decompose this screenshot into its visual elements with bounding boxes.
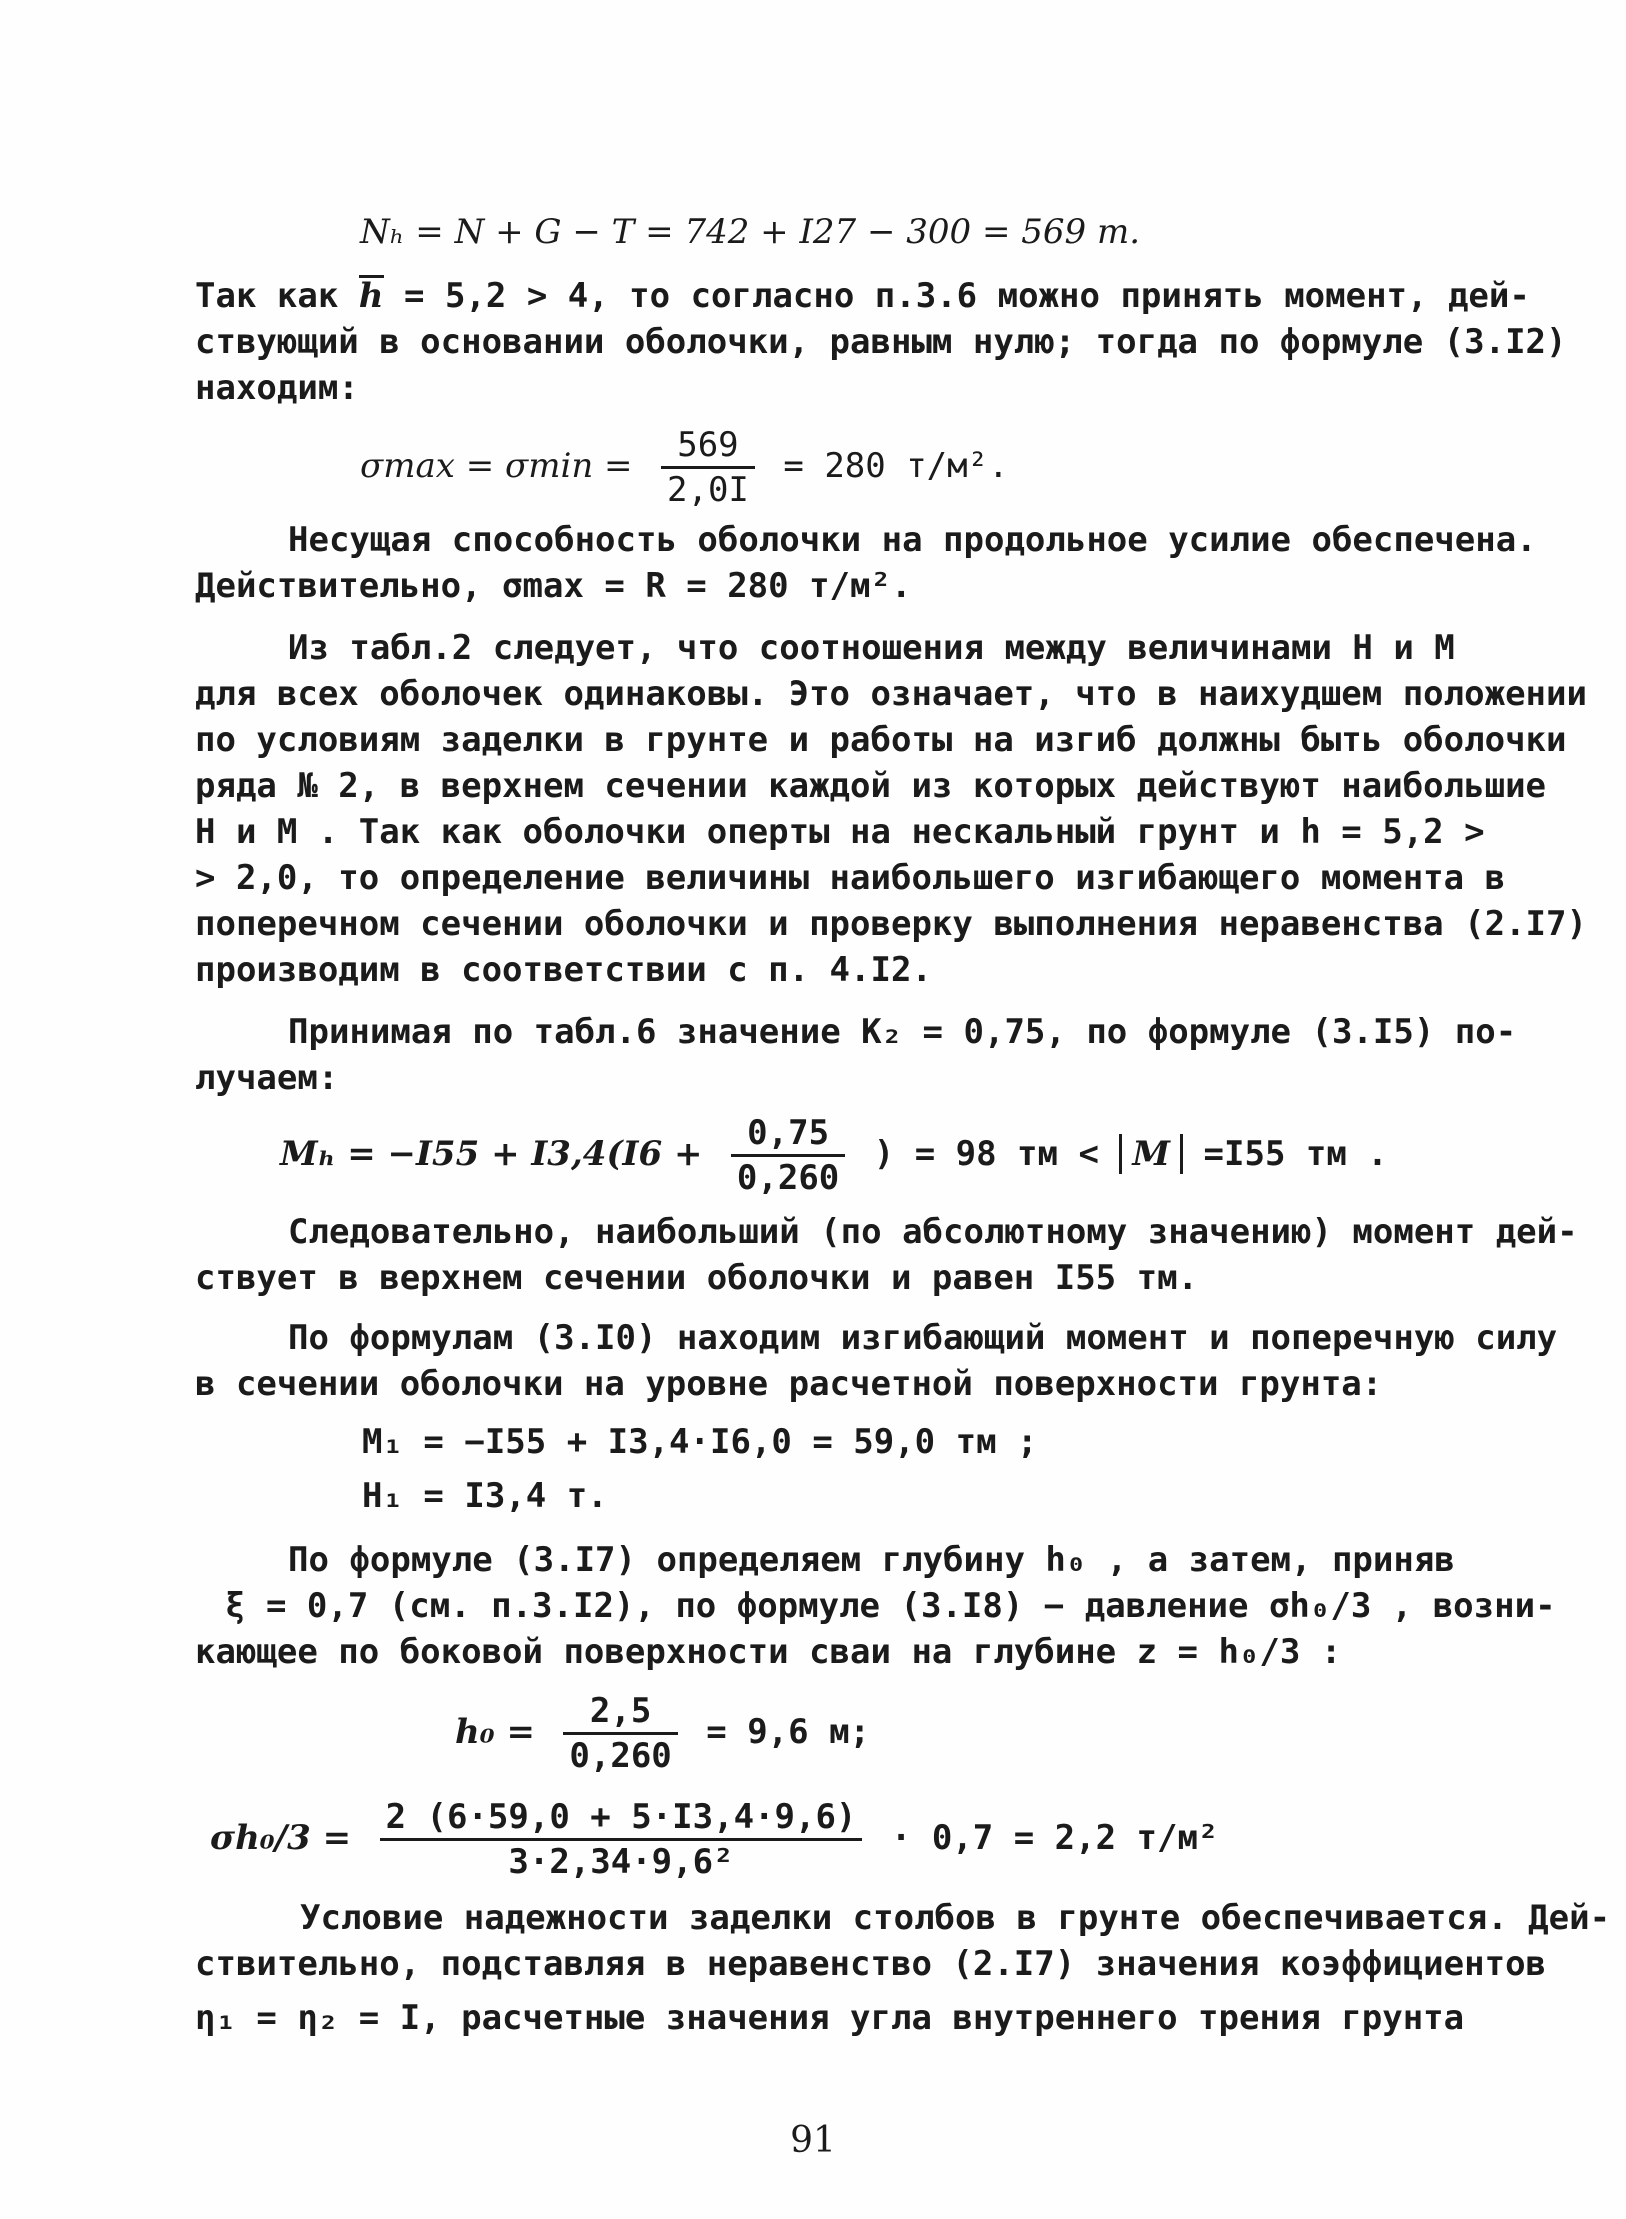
paragraph-3-line-2: для всех оболочек одинаковы. Это означает, что в наихудшем положении bbox=[195, 674, 1587, 714]
fraction-mh: $\frac{0,75}{0,260}$ bbox=[731, 1112, 845, 1199]
h-bar-symbol: h bbox=[358, 276, 384, 316]
paragraph-8-line-1: Условие надежности заделки столбов в грунте обеспечивается. Дей- bbox=[300, 1898, 1611, 1938]
paragraph-1-line-1: Так как h = 5,2 > 4, то согласно п.3.6 можно принять момент, дей- bbox=[195, 276, 1530, 316]
paragraph-1-line-3: находим: bbox=[195, 368, 359, 408]
equation-m1: M₁ = −I55 + I3,4·I6,0 = 59,0 тм ; bbox=[362, 1422, 1038, 1462]
paragraph-3-line-5: H и M . Так как оболочки оперты на нескальный грунт и h = 5,2 > bbox=[195, 812, 1485, 852]
paragraph-3-line-3: по условиям заделки в грунте и работы на изгиб должны быть оболочки bbox=[195, 720, 1567, 760]
equation-h0: h₀ = $\frac{2,5}{0,260}$ = 9,6 м; bbox=[455, 1691, 871, 1776]
paragraph-7-line-2: ξ = 0,7 (см. п.3.I2), по формуле (3.I8) − давление σh₀/3 , возни- bbox=[225, 1586, 1556, 1626]
paragraph-6-line-2: в сечении оболочки на уровне расчетной поверхности грунта: bbox=[195, 1364, 1383, 1404]
paragraph-3-line-4: ряда № 2, в верхнем сечении каждой из которых действуют наибольшие bbox=[195, 766, 1547, 806]
paragraph-3-line-7: поперечном сечении оболочки и проверку выполнения неравенства (2.I7) bbox=[195, 904, 1587, 944]
page-number: 91 bbox=[790, 2120, 836, 2161]
paragraph-6-line-1: По формулам (3.I0) находим изгибающий момент и поперечную силу bbox=[288, 1318, 1558, 1358]
paragraph-5-line-1: Следовательно, наибольший (по абсолютному значению) момент дей- bbox=[288, 1212, 1578, 1252]
paragraph-5-line-2: ствует в верхнем сечении оболочки и равен I55 тм. bbox=[195, 1258, 1199, 1298]
equation-mh: Mₕ = −I55 + I3,4(I6 + $\frac{0,75}{0,260}$ ) = 98 тм < M =I55 тм . bbox=[280, 1113, 1388, 1198]
paragraph-7-line-3: кающее по боковой поверхности сваи на глубине z = h₀/3 : bbox=[195, 1632, 1342, 1672]
fraction-sigma-h0: $\frac{2 (6\cdot 59,0 + 5\cdot I3,4\cdot 9,6)}{\text{3·2,34·9,6²}}$ bbox=[380, 1796, 863, 1883]
equation-h1: H₁ = I3,4 т. bbox=[362, 1476, 608, 1516]
paragraph-1-line-2: ствующий в основании оболочки, равным нулю; тогда по формуле (3.I2) bbox=[195, 322, 1567, 362]
paragraph-3-line-6: > 2,0, то определение величины наибольшего изгибающего момента в bbox=[195, 858, 1506, 898]
fraction-sigma: $\frac{569}{2,0I}$ bbox=[661, 424, 755, 511]
absolute-value-m: M bbox=[1119, 1134, 1183, 1174]
equation-sigma: σmax = σmin = $\frac{569}{2,0I}$ = 280 т/м². bbox=[360, 425, 1009, 510]
paragraph-4-line-1: Принимая по табл.6 значение K₂ = 0,75, по формуле (3.I5) по- bbox=[288, 1012, 1517, 1052]
equation-nh: Nₕ = N + G − T = 742 + I27 − 300 = 569 т. bbox=[360, 212, 1141, 252]
paragraph-8-line-2: ствительно, подставляя в неравенство (2.I7) значения коэффициентов bbox=[195, 1944, 1547, 1984]
equation-sigma-h0: σh₀/3 = $\frac{2 (6\cdot 59,0 + 5\cdot I3,4\cdot 9,6)}{\text{3·2,34·9,6²}}$ · 0,7 = 2,2 т/м² bbox=[210, 1797, 1219, 1882]
paragraph-3-line-8: производим в соответствии с п. 4.I2. bbox=[195, 950, 932, 990]
paragraph-7-line-1: По формуле (3.I7) определяем глубину h₀ , а затем, приняв bbox=[288, 1540, 1455, 1580]
paragraph-8-line-3: η₁ = η₂ = I, расчетные значения угла внутреннего трения грунта bbox=[195, 1998, 1465, 2038]
fraction-h0: $\frac{2,5}{0,260}$ bbox=[563, 1690, 677, 1777]
paragraph-3-line-1: Из табл.2 следует, что соотношения между величинами H и M bbox=[288, 628, 1455, 668]
paragraph-4-line-2: лучаем: bbox=[195, 1058, 339, 1098]
paragraph-2-line-1: Несущая способность оболочки на продольное усилие обеспечена. bbox=[288, 520, 1537, 560]
paragraph-2-line-2: Действительно, σmax = R = 280 т/м². bbox=[195, 566, 912, 606]
